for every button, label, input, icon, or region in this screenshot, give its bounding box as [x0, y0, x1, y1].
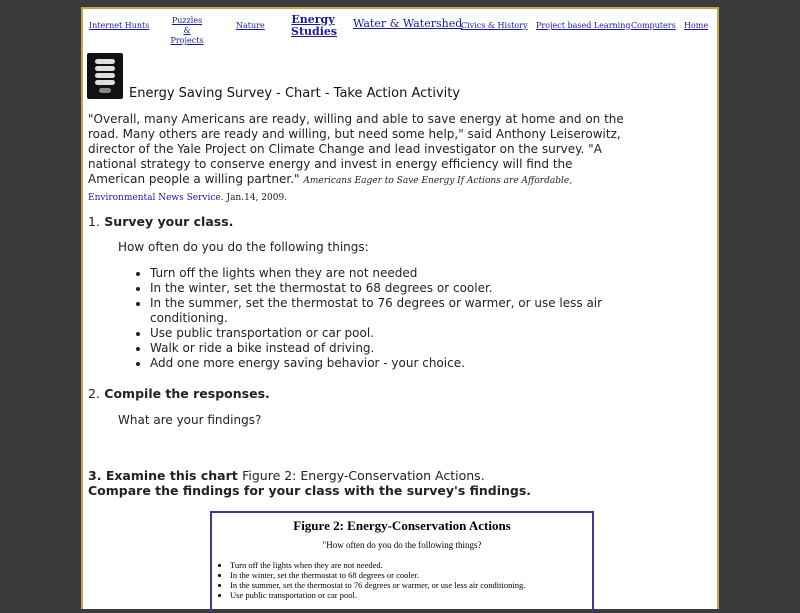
figure-list	[212, 560, 592, 600]
survey-list	[132, 266, 670, 371]
survey-item: • Use public transportation or car pool.	[150, 326, 670, 341]
survey-item: • Add one more energy saving behavior - your choice.	[150, 356, 670, 371]
figure-item: • Use public transportation or car pool.	[230, 590, 592, 600]
figure-2-image	[210, 511, 594, 613]
findings-prompt: What are your findings?	[118, 413, 262, 427]
step-2	[88, 386, 270, 428]
compare-instruction: Compare the findings for your class with the survey's findings.	[88, 483, 532, 498]
citation-date: . Jan.14, 2009.	[220, 193, 288, 203]
page-title: Energy Saving Survey - Chart - Take Action Activity	[129, 86, 461, 101]
top-nav	[83, 15, 717, 45]
figure-title: Figure 2: Energy-Conservation Actions	[293, 518, 511, 533]
survey-item: • Walk or ride a bike instead of driving.	[150, 341, 670, 356]
step-2-heading	[88, 386, 270, 401]
step-number: 3.	[88, 468, 102, 483]
nav-nature[interactable]: Nature	[236, 21, 265, 30]
intro-quote	[88, 112, 633, 206]
survey-item: • In the winter, set the thermostat to 68 degrees or cooler.	[150, 281, 670, 296]
survey-item: • In the summer, set the thermostat to 76 degrees or warmer, or use less air conditioning.	[150, 296, 670, 326]
step-number: 1.	[88, 214, 100, 229]
citation-source-link[interactable]: Environmental News Service	[88, 193, 221, 203]
step-number: 2.	[88, 386, 100, 401]
figure-question: "How often do you do the following things?	[322, 540, 482, 550]
citation-article: Americans Eager to Save Energy If Actions are Affordable,	[303, 176, 573, 186]
step-3-heading	[88, 468, 531, 483]
step-1	[88, 214, 670, 371]
page	[81, 7, 719, 609]
figure-item: • In the winter, set the thermostat to 68 degrees or cooler.	[230, 570, 592, 580]
figure-link[interactable]: Figure 2: Energy-Conservation Actions.	[242, 468, 485, 483]
nav-civics-history[interactable]: Civics & History	[461, 21, 528, 30]
nav-computers[interactable]: Computers	[631, 21, 676, 30]
nav-internet-hunts[interactable]: Internet Hunts	[89, 21, 150, 30]
nav-water-watershed[interactable]: Water & Watershed	[353, 17, 463, 30]
step-1-heading	[88, 214, 670, 229]
step-3	[88, 468, 531, 498]
nav-home[interactable]: Home	[684, 21, 709, 30]
survey-item: • Turn off the lights when they are not needed	[150, 266, 670, 281]
nav-project-based-learning[interactable]: Project based Learning	[536, 21, 631, 30]
quote-text: "Overall, many Americans are ready, willing and able to save energy at home and on the road. Many others are ready and willing, but need some help," said Anthony Leiserowitz, director of the Yale Project on Climate Change and lead investigator on the survey. "A national strategy to conserve energy and invest in energy efficiency will find the American people a willing partner."	[88, 112, 624, 186]
step-heading: Examine this chart	[105, 468, 238, 483]
step-heading: Compile the responses.	[104, 386, 270, 401]
nav-puzzles-projects[interactable]: Puzzles & Projects	[170, 16, 204, 45]
cfl-bulb-image	[87, 53, 123, 99]
nav-energy-studies[interactable]: Energy Studies	[291, 13, 338, 38]
survey-prompt: How often do you do the following things:	[118, 240, 369, 254]
step-heading: Survey your class.	[104, 214, 234, 229]
figure-item: • Turn off the lights when they are not needed.	[230, 560, 592, 570]
figure-item: • In the summer, set the thermostat to 76 degrees or warmer, or use less air conditioning.	[230, 580, 592, 590]
